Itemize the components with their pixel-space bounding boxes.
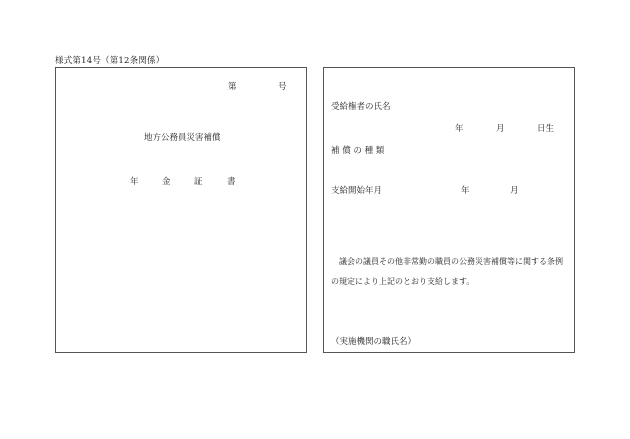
payment-start-year-label: 年 (461, 186, 470, 196)
recipient-name-label: 受給権者の氏名 (331, 102, 391, 112)
payment-start-month-label: 月 (510, 186, 519, 196)
statement-line-1: 議会の議員その他非常勤の職員の公務災害補償等に関する条例 (339, 257, 563, 266)
payment-start-label: 支給開始年月 (331, 186, 383, 196)
authority-name-label: （実施機関の職氏名） (331, 337, 417, 347)
form-reference: 様式第14号（第12条関係） (55, 56, 165, 66)
organization-name: 地方公務員災害補償 (144, 133, 221, 143)
details-panel (323, 67, 575, 353)
compensation-type-label: 補 償 の 種 類 (331, 146, 385, 156)
certificate-title-char-1: 年 (130, 177, 139, 187)
certificate-title-char-2: 金 (162, 177, 171, 187)
certificate-title-char-3: 証 (194, 177, 203, 187)
birth-month-label: 月 (496, 124, 505, 134)
birth-day-label: 日生 (537, 124, 555, 134)
certificate-number-suffix: 号 (278, 82, 287, 92)
statement-line-2: の規定により上記のとおり支給します。 (331, 277, 475, 286)
certificate-panel (55, 67, 307, 353)
certificate-number-prefix: 第 (228, 82, 237, 92)
birth-year-label: 年 (455, 124, 464, 134)
certificate-title-char-4: 書 (227, 177, 236, 187)
